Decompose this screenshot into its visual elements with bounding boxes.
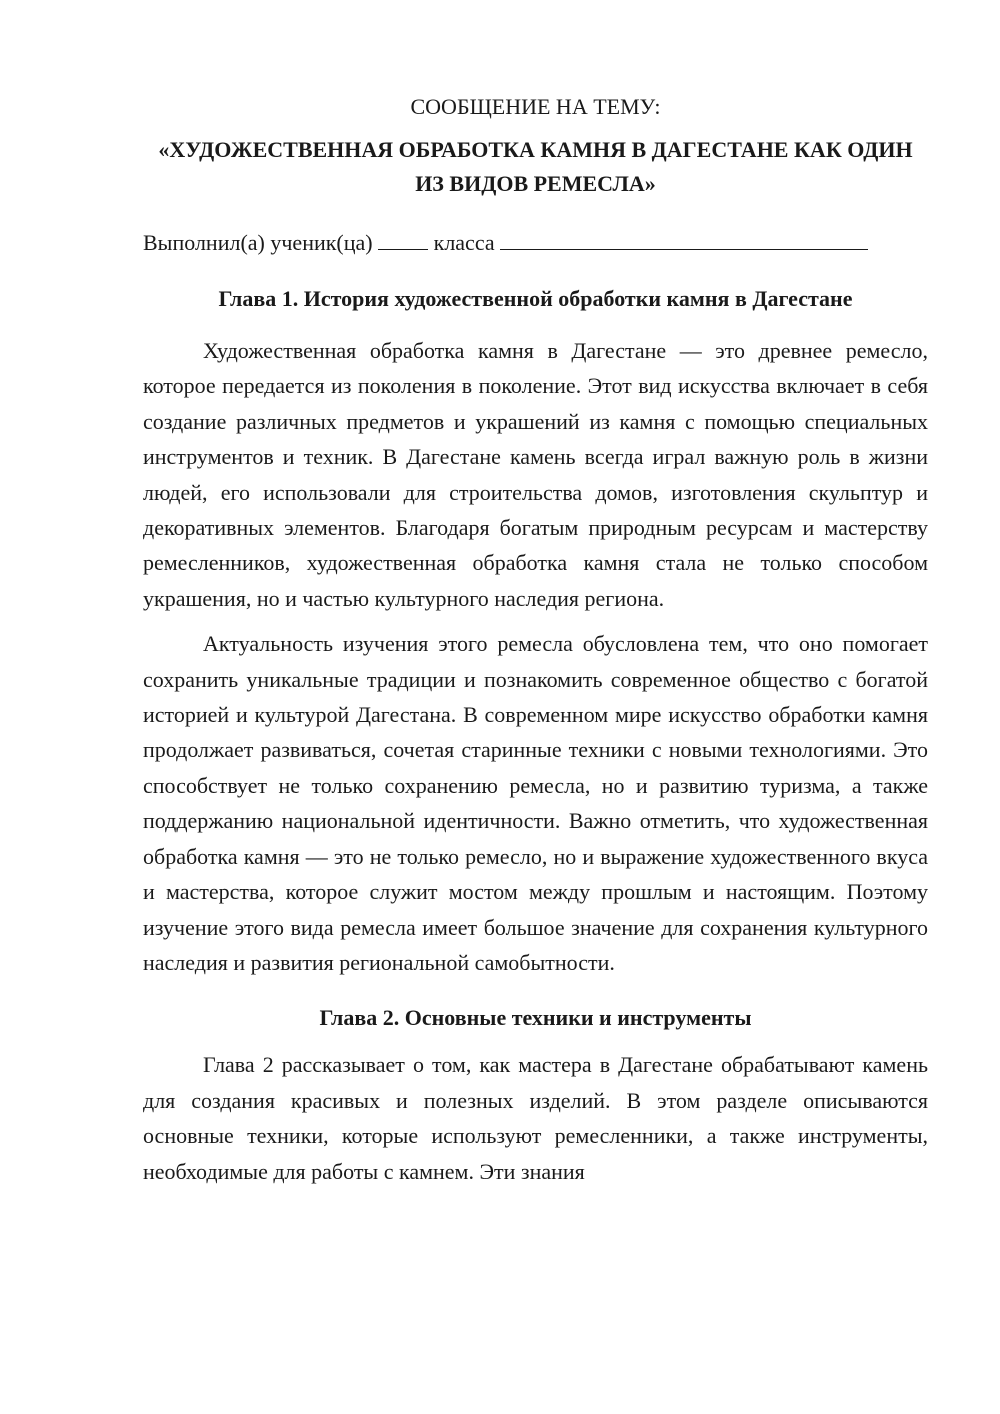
chapter-1-heading: Глава 1. История художественной обработки камня в Дагестане bbox=[218, 286, 853, 311]
author-class-label: класса bbox=[433, 230, 495, 255]
chapter-1-paragraph-1: Художественная обработка камня в Дагестане — это древнее ремесло, которое передается из поколения в поколение. Этот вид искусства включает в себя создание различных предметов и украшений из камня с помощью специальных инструментов и техник. В Дагестане камень всегда играл важную роль в жизни людей, его использовали для строительства домов, изготовления скульптур и декоративных элементов. Благодаря богатым природным ресурсам и мастерству ремесленников, художественная обработка камня стала не только способом украшения, но и частью культурного наследия региона. bbox=[143, 338, 928, 611]
author-line bbox=[143, 228, 928, 258]
document-page bbox=[143, 92, 928, 1189]
author-name-blank bbox=[500, 229, 868, 250]
document-title: «ХУДОЖЕСТВЕННАЯ ОБРАБОТКА КАМНЯ В ДАГЕСТАНЕ КАК ОДИН ИЗ ВИДОВ РЕМЕСЛА» bbox=[158, 137, 913, 196]
chapter-2-paragraph-1: Глава 2 рассказывает о том, как мастера в Дагестане обрабатывают камень для создания красивых и полезных изделий. В этом разделе описываются основные техники, которые используют ремесленники, а также инструменты, необходимые для работы с камнем. Эти знания bbox=[143, 1052, 928, 1184]
author-prefix: Выполнил(а) ученик(ца) bbox=[143, 230, 373, 255]
chapter-1-paragraph-2: Актуальность изучения этого ремесла обусловлена тем, что оно помогает сохранить уникальные традиции и познакомить современное общество с богатой историей и культурой Дагестана. В современном мире искусство обработки камня продолжает развиваться, сочетая старинные техники с новыми технологиями. Это способствует не только сохранению ремесла, но и развитию туризма, а также поддержанию национальной идентичности. Важно отметить, что художественная обработка камня — это не только ремесло, но и выражение художественного вкуса и мастерства, которое служит мостом между прошлым и настоящим. Поэтому изучение этого вида ремесла имеет большое значение для сохранения культурного наследия и развития региональной самобытности. bbox=[143, 631, 928, 975]
class-number-blank bbox=[378, 229, 428, 250]
document-header: СООБЩЕНИЕ НА ТЕМУ: bbox=[410, 94, 661, 119]
chapter-2-heading: Глава 2. Основные техники и инструменты bbox=[319, 1005, 752, 1031]
